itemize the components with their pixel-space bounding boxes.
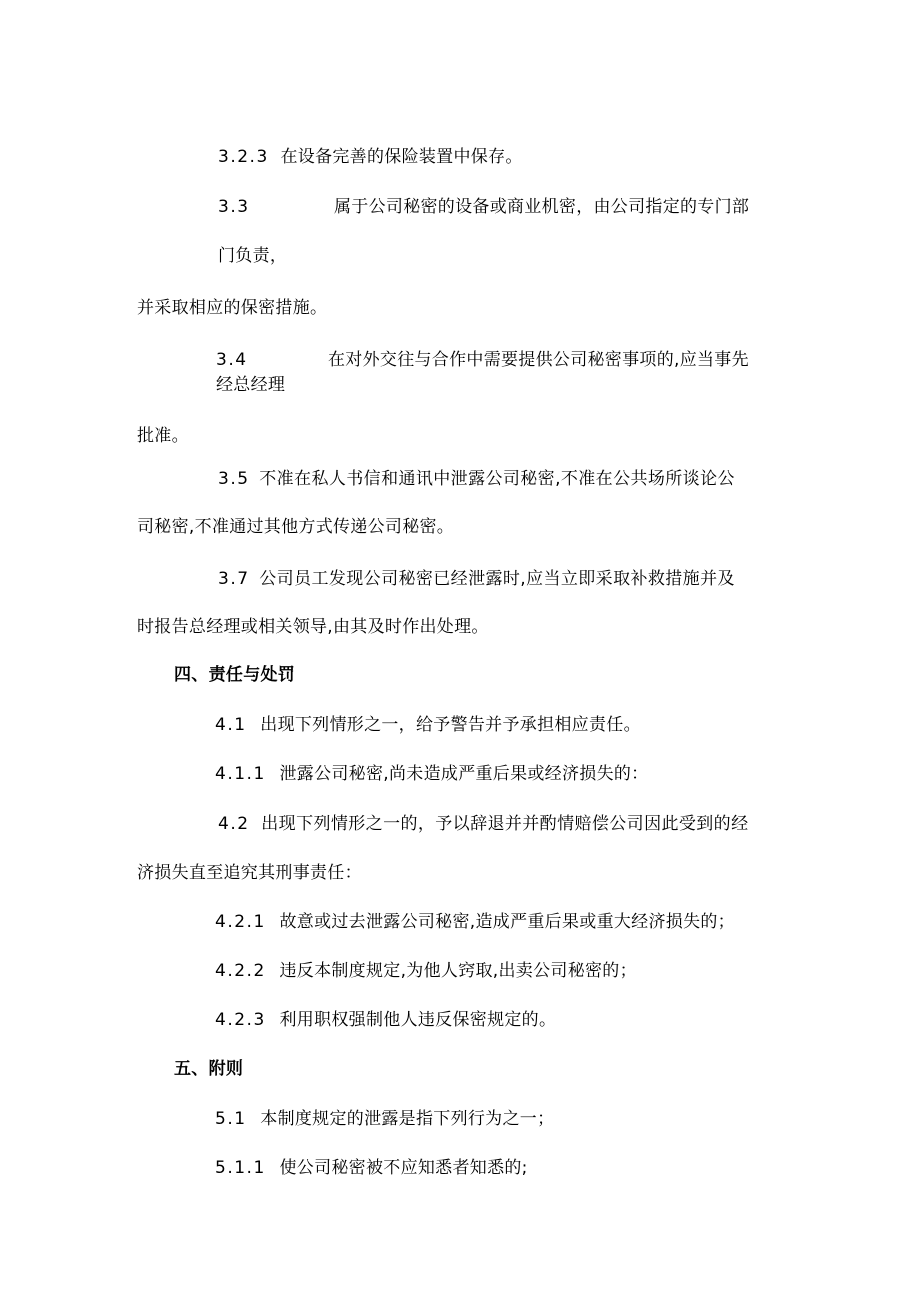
- clause-3-5-continuation: [137, 516, 454, 538]
- clause-text: 出现下列情形之一的，予以辞退并并酌情赔偿公司因此受到的经: [261, 814, 749, 834]
- clause-text: 时报告总经理或相关领导,由其及时作出处理。: [137, 617, 489, 637]
- clause-number: 3.4: [216, 350, 248, 370]
- clause-3-4: [216, 349, 749, 371]
- clause-text: 济损失直至追究其刑事责任：: [137, 863, 362, 883]
- clause-number: 4.1: [215, 715, 247, 735]
- clause-3-3-continuation-2: [137, 297, 327, 319]
- clause-4-2: [218, 813, 748, 835]
- clause-3-4-continuation-2: [137, 425, 189, 447]
- clause-3-7: [218, 568, 735, 590]
- clause-3-3: [218, 196, 750, 218]
- clause-text: 本制度规定的泄露是指下列行为之一；: [260, 1109, 555, 1129]
- clause-number: 4.2.2: [215, 961, 266, 981]
- clause-5-1: [215, 1108, 554, 1130]
- clause-text: 司秘密,不准通过其他方式传递公司秘密。: [137, 517, 455, 537]
- clause-text: 使公司秘密被不应知悉者知悉的;: [279, 1158, 528, 1178]
- clause-text: 公司员工发现公司秘密已经泄露时,应当立即采取补救措施并及: [259, 569, 735, 589]
- section-title: 五、附则: [174, 1059, 244, 1079]
- section-heading-4: [174, 664, 295, 686]
- clause-text: 不准在私人书信和通讯中泄露公司秘密,不准在公共场所谈论公: [259, 469, 735, 489]
- section-heading-5: [174, 1058, 243, 1080]
- clause-number: 5.1: [215, 1109, 247, 1129]
- clause-3-7-continuation: [137, 616, 489, 638]
- clause-text: 并采取相应的保密措施。: [137, 298, 328, 318]
- clause-text: 在设备完善的保险装置中保存。: [280, 147, 523, 167]
- clause-4-1: [215, 714, 641, 736]
- clause-number: 3.7: [218, 569, 250, 589]
- clause-3-3-continuation: [218, 245, 287, 267]
- clause-5-1-1: [215, 1157, 528, 1179]
- clause-text: 利用职权强制他人违反保密规定的。: [279, 1010, 557, 1030]
- clause-text: 出现下列情形之一，给予警告并予承担相应责任。: [260, 715, 641, 735]
- clause-number: 4.1.1: [215, 764, 266, 784]
- clause-number: 3.5: [218, 469, 250, 489]
- clause-text: 故意或过去泄露公司秘密,造成严重后果或重大经济损失的；: [279, 912, 735, 932]
- clause-number: 4.2.3: [215, 1010, 266, 1030]
- clause-number: 5.1.1: [215, 1158, 266, 1178]
- clause-text: 属于公司秘密的设备或商业机密，由公司指定的专门部: [334, 197, 750, 217]
- clause-4-2-continuation: [137, 862, 362, 884]
- clause-3-2-3: [218, 146, 523, 168]
- clause-4-2-3: [215, 1009, 556, 1031]
- clause-number: 3.2.3: [218, 147, 269, 167]
- clause-4-2-1: [215, 911, 735, 933]
- clause-text: 泄露公司秘密,尚未造成严重后果或经济损失的：: [279, 764, 649, 784]
- clause-4-2-2: [215, 960, 637, 982]
- clause-text: 批准。: [137, 426, 189, 446]
- clause-number: 4.2.1: [215, 912, 266, 932]
- clause-number: 3.3: [218, 197, 250, 217]
- clause-text: 门负责，: [218, 246, 288, 266]
- clause-text: 在对外交往与合作中需要提供公司秘密事项的,应当事先: [328, 350, 749, 370]
- clause-text: 违反本制度规定,为他人窍取,出卖公司秘密的；: [279, 961, 637, 981]
- clause-3-4-continuation: [216, 374, 285, 396]
- clause-3-5: [218, 468, 735, 490]
- clause-number: 4.2: [218, 814, 250, 834]
- clause-text: 经总经理: [216, 375, 286, 395]
- section-title: 四、责任与处罚: [174, 665, 296, 685]
- clause-4-1-1: [215, 763, 649, 785]
